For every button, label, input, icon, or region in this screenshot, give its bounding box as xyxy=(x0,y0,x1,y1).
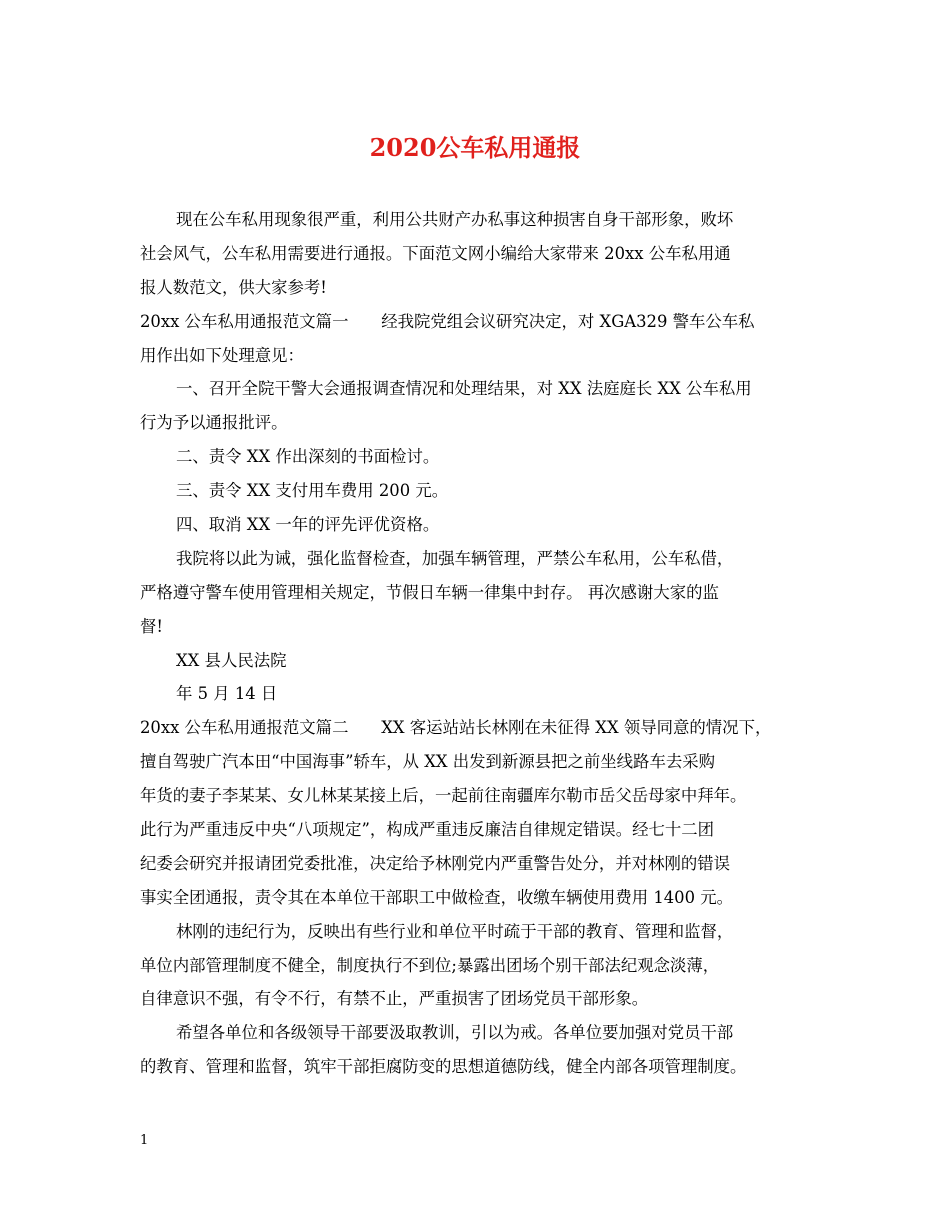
paragraph-line: 行为予以通报批评。 xyxy=(140,413,288,433)
paragraph-line: 督! xyxy=(140,616,163,636)
paragraph-line: 此行为严重违反中央“八项规定”，构成严重违反廉洁自律规定错误。经七十二团 xyxy=(140,820,715,840)
paragraph-line: 二、责令 XX 作出深刻的书面检讨。 xyxy=(176,447,440,467)
paragraph-line: 20xx 公车私用通报范文篇二 XX 客运站站长林刚在未征得 XX 领导同意的情况下， xyxy=(140,718,772,738)
paragraph-line: 报人数范文，供大家参考! xyxy=(140,277,327,297)
document-title: 2020公车私用通报 xyxy=(369,133,581,162)
paragraph-line: 一、召开全院干警大会通报调查情况和处理结果，对 XX 法庭庭长 XX 公车私用 xyxy=(176,379,752,399)
paragraph-line: 用作出如下处理意见： xyxy=(140,345,304,365)
paragraph-line: 四、取消 XX 一年的评先评优资格。 xyxy=(176,515,440,535)
paragraph-line: 严格遵守警车使用管理相关规定，节假日车辆一律集中封存。 再次感谢大家的监 xyxy=(140,582,719,602)
paragraph-line: 我院将以此为诫，强化监督检查，加强车辆管理，严禁公车私用，公车私借， xyxy=(176,548,734,568)
paragraph-line: 擅自驾驶广汽本田“中国海事”轿车，从 XX 出发到新源县把之前坐线路车去采购 xyxy=(140,752,716,772)
page-number: 1 xyxy=(140,1133,149,1148)
paragraph-line: 单位内部管理制度不健全，制度执行不到位;暴露出团场个别干部法纪观念淡薄， xyxy=(140,955,720,975)
paragraph-line: 林刚的违纪行为，反映出有些行业和单位平时疏于干部的教育、管理和监督， xyxy=(176,921,734,941)
paragraph-line: 20xx 公车私用通报范文篇一 经我院党组会议研究决定，对 XGA329 警车公车私 xyxy=(140,311,755,331)
paragraph-line: 的教育、管理和监督，筑牢干部拒腐防变的思想道德防线，健全内部各项管理制度。 xyxy=(140,1057,747,1077)
paragraph-line: 自律意识不强，有令不行，有禁不止，严重损害了团场党员干部形象。 xyxy=(140,989,649,1009)
document-body xyxy=(140,203,820,1084)
paragraph-line: 纪委会研究并报请团党委批准，决定给予林刚党内严重警告处分，并对林刚的错误 xyxy=(140,853,731,873)
paragraph-line: 希望各单位和各级领导干部要汲取教训，引以为戒。各单位要加强对党员干部 xyxy=(176,1023,734,1043)
paragraph-line: 社会风气，公车私用需要进行通报。下面范文网小编给大家带来 20xx 公车私用通 xyxy=(140,243,731,263)
paragraph-line: 年货的妻子李某某、女儿林某某接上后，一起前往南疆库尔勒市岳父岳母家中拜年。 xyxy=(140,786,747,806)
date-line: 年 5 月 14 日 xyxy=(176,684,278,704)
paragraph-line: 三、责令 XX 支付用车费用 200 元。 xyxy=(176,481,449,501)
paragraph-line: 现在公车私用现象很严重，利用公共财产办私事这种损害自身干部形象，败坏 xyxy=(176,210,734,229)
paragraph-line: 事实全团通报，责令其在本单位干部职工中做检查，收缴车辆使用费用 1400 元。 xyxy=(140,887,734,907)
signature-line: XX 县人民法院 xyxy=(176,650,287,670)
